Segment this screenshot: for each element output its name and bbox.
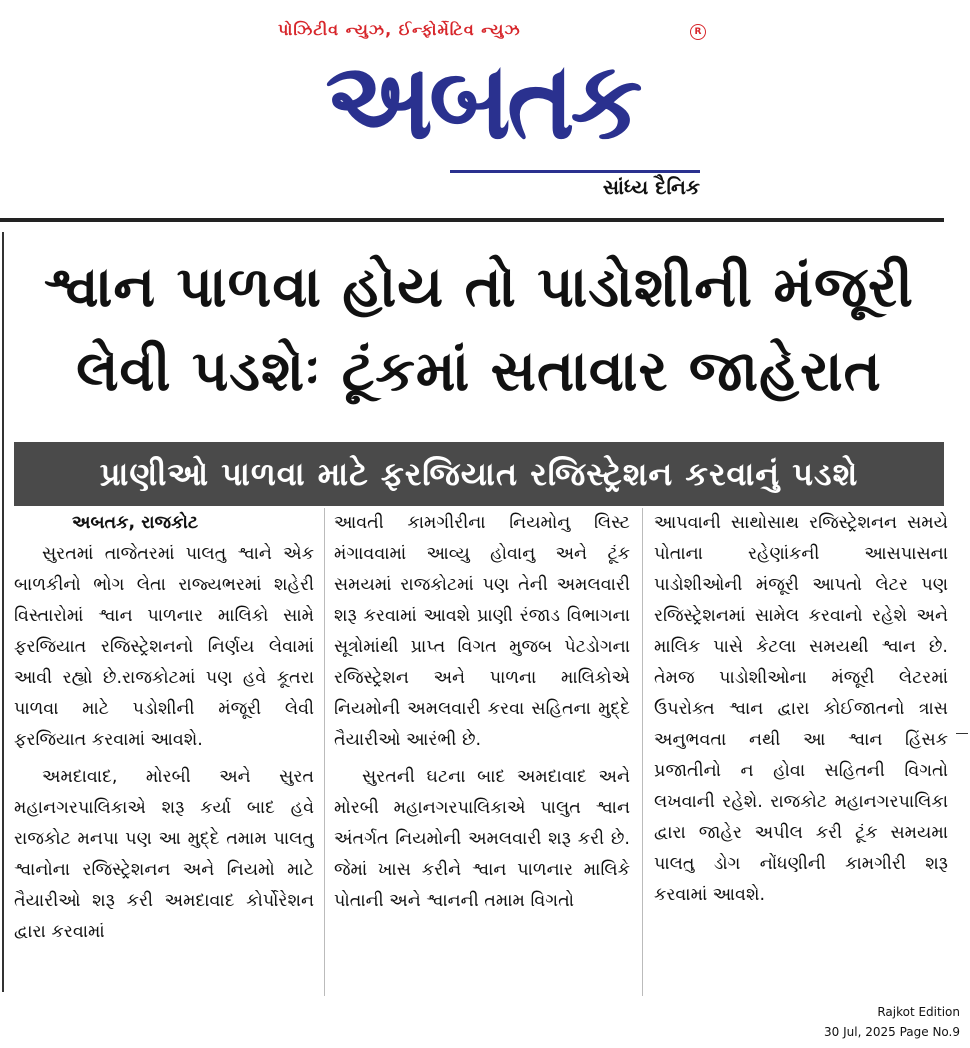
dateline: અબતક, રાજકોટ: [72, 513, 199, 533]
edition-type-label: સાંધ્ય દૈનિક: [602, 175, 700, 199]
newspaper-logo: અબતક: [325, 39, 639, 164]
headline-line-1: શ્વાન પાળવા હોય તો પાડોશીની મંજૂરી: [44, 255, 914, 320]
column-divider: [324, 508, 325, 996]
logo-underline: [450, 170, 700, 173]
masthead-tagline: પોઝિટીવ ન્યુઝ, ઈન્ફોર્મેટિવ ન્યુઝ: [278, 20, 521, 39]
article-column-3: [654, 508, 948, 998]
paragraph: આપવાની સાથોસાથ રજિસ્ટ્રેશનન સમયે પોતાના રહેણાંકની આસપાસના પાડોશીઓની મંજૂરી આપતો લેટર પણ રજિસ્ટ્રેશનમાં સામેલ કરવાનો રહેશે અને માલિક પાસે કેટલા સમયથી શ્વાન છે. તેમજ પાડોશીઓના મંજૂરી લેટરમાં ઉપરોક્ત શ્વાન દ્વારા કોઈજાતનો ત્રાસ અનુભવતા નથી આ શ્વાન હિંસક પ્રજાતીનો ન હોવા સહિતની વિગતો લખવાની રહેશે. રાજકોટ મહાનગરપાલિકા દ્વારા જાહેર અપીલ કરી ટૂંક સમયમા પાલતુ ડોગ નોંધણીની કામગીરી શરૂ કરવામાં આવશે.: [654, 513, 948, 905]
paragraph: અમદાવાદ, મોરબી અને સુરત મહાનગરપાલિકાએ શરૂ કર્યા બાદ હવે રાજકોટ મનપા પણ આ મુદ્દે તમામ પાલતુ શ્વાનોના રજિસ્ટ્રેશનન અને નિયમો માટે તૈયારીઓ શરૂ કરી અમદાવાદ કોર્પોરેશન દ્વારા કરવામાં: [14, 767, 314, 942]
date-and-page: 30 Jul, 2025 Page No.9: [824, 1025, 960, 1039]
edition-name: Rajkot Edition: [877, 1005, 960, 1019]
subheadline-text: પ્રાણીઓ પાળવા માટે ફરજિયાત રજિસ્ટ્રેશન કરવાનું પડશે: [99, 455, 859, 493]
page-footer: [760, 1002, 960, 1042]
paragraph: આવતી કામગીરીના નિયમોનુ લિસ્ટ મંગાવવામાં આવ્યુ હોવાનુ અને ટૂંક સમયમાં રાજકોટમાં પણ તેની અમલવારી શરૂ કરવામાં આવશે પ્રાણી રંજાડ વિભાગના સૂત્રોમાંથી પ્રાપ્ત વિગત મુજબ પેટડોગના રજિસ્ટ્રેશન અને પાળના માલિકોએ નિયમોની અમલવારી કરવા સહિતના મુદ્દે તૈયારીઓ આરંભી છે.: [334, 513, 630, 750]
subheadline-banner: [14, 442, 944, 506]
registered-trademark-icon: R: [690, 24, 706, 40]
column-divider: [642, 508, 643, 996]
paragraph: સુરતની ઘટના બાદ અમદાવાદ અને મોરબી મહાનગરપાલિકાએ પાલુત શ્વાન અંતર્ગત નિયમોની અમલવારી શરૂ કરી છે. જેમાં ખાસ કરીને શ્વાન પાળનાર માલિકે પોતાની અને શ્વાનની તમામ વિગતો: [334, 767, 630, 911]
article-column-2: [334, 508, 630, 998]
article-left-border: [2, 232, 4, 992]
article-column-1: [14, 508, 314, 998]
headline-line-2: લેવી પડશેઃ ટૂંકમાં સતાવાર જાહેરાત: [76, 339, 882, 404]
margin-mark: [956, 733, 968, 734]
paragraph: સુરતમાં તાજેતરમાં પાલતુ શ્વાને એક બાળકીનો ભોગ લેતા રાજ્યભરમાં શહેરી વિસ્તારોમાં શ્વાન પાળનાર માલિકો સામે ફરજિયાત રજિસ્ટ્રેશનનો નિર્ણય લેવામાં આવી રહ્યો છે.રાજકોટમાં પણ હવે કૂતરા પાળવા માટે પડોશીની મંજૂરી લેવી ફરજિયાત કરવામાં આવશે.: [14, 544, 314, 750]
masthead: [0, 0, 970, 215]
masthead-divider: [0, 218, 944, 222]
